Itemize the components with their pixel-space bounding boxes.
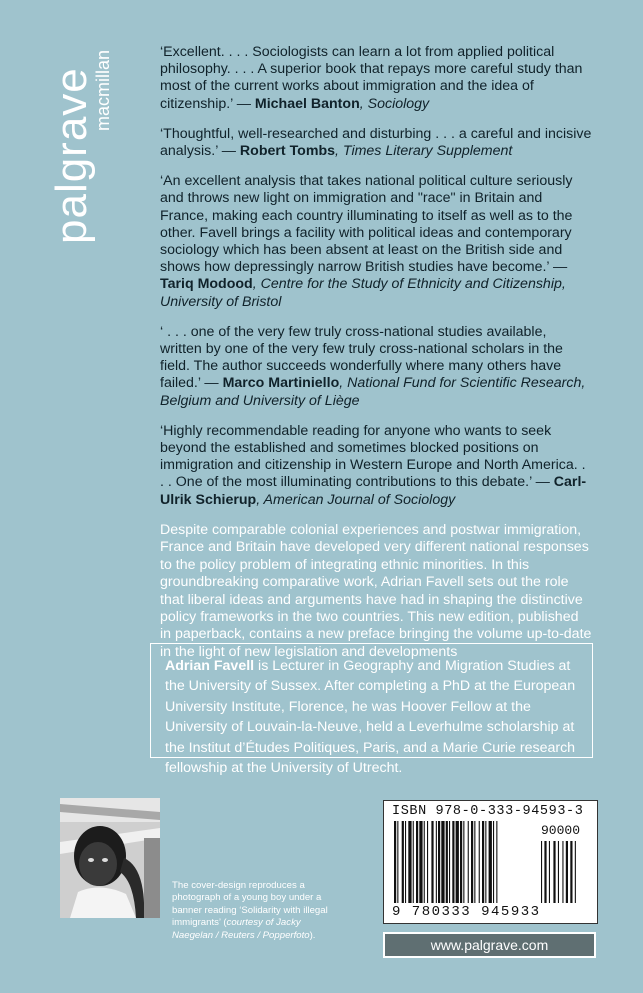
barcode-bar xyxy=(468,821,469,903)
barcode-bar xyxy=(441,821,444,903)
addon-bar xyxy=(570,841,572,903)
publisher-logo xyxy=(47,44,113,244)
logo-brand: palgrave xyxy=(47,67,96,244)
barcode-bar xyxy=(449,821,450,903)
barcode-bar xyxy=(419,821,422,903)
barcode-bar xyxy=(479,821,480,903)
barcode-bar xyxy=(493,821,494,903)
barcode-number: 9 780333 945933 xyxy=(392,904,541,920)
barcode-bar xyxy=(485,821,486,903)
barcode-bar xyxy=(489,821,492,903)
barcode-bar xyxy=(471,821,473,903)
review-quote-1: ‘Excellent. . . . Sociologists can learn a lot from applied political philosophy. . . . A superior book that repays more careful study than most of the current works about immigration and the idea of citizenship.’ — Michael Banton, Sociology xyxy=(160,44,583,112)
publisher-url[interactable]: www.palgrave.com xyxy=(383,932,596,958)
barcode-bar xyxy=(431,821,433,903)
isbn-label: ISBN 978-0-333-94593-3 xyxy=(392,804,584,819)
review-quote-5: ‘Highly recommendable reading for anyone who wants to seek beyond the established and sometimes blocked positions on immigration and citizenship in Western Europe and North America. . . . One of the most illuminating contributions to this debate.’ — Carl-Ulrik Schierup, American Journal of Sociology xyxy=(160,422,587,508)
barcode-bar xyxy=(460,821,462,903)
quote-author: Marco Martiniello xyxy=(222,375,340,392)
barcode-bar xyxy=(446,821,448,903)
barcode-bar xyxy=(436,821,437,903)
quote-author: Tariq Modood xyxy=(160,276,253,293)
barcode-bar xyxy=(463,821,464,903)
addon-bar xyxy=(562,841,563,903)
barcode-bar xyxy=(405,821,406,903)
isbn-barcode xyxy=(383,800,598,924)
barcode-bar xyxy=(413,821,414,903)
quote-author: Carl-Ulrik Schierup xyxy=(160,474,587,508)
barcode-bar xyxy=(438,821,440,903)
barcode-bar xyxy=(397,821,398,903)
quote-source: , American Journal of Sociology xyxy=(256,491,456,508)
quote-source: , Sociology xyxy=(359,95,430,112)
barcode-bar xyxy=(402,821,404,903)
barcode-bar xyxy=(496,821,497,903)
quote-author: Michael Banton xyxy=(254,95,360,112)
photo-credit: courtesy of Jacky Naegelan / Reuters / Popperfoto xyxy=(172,917,310,941)
quote-source: , Times Literary Supplement xyxy=(335,143,513,160)
author-bio-text: is Lecturer in Geography and Migration Studies at the University of Sussex. After completing a PhD at the European University Institute, Florence, he was Hoover Fellow at the University of Louvain-la-Neuve, held a Leverhulme scholarship at the Institut d’Études Politiques, Paris, and a Marie Curie research fellowship at the University of Utrecht. xyxy=(165,658,576,777)
addon-bar xyxy=(566,841,568,903)
review-quote-3: ‘An excellent analysis that takes national political culture seriously and throws new light on immigration and "race" in Britain and France, making each country illuminating to itself as well as to the other. Favell brings a facility with political ideas and contemporary sociology which has been absent at least on the British side and shows how depressingly narrow British studies have become.’ — Tariq Modood, Centre for the Study of Ethnicity and Citizenship, University of Bristol xyxy=(160,173,573,310)
text-column xyxy=(160,44,592,661)
barcode-bar xyxy=(394,821,396,903)
review-quote-4: ‘ . . . one of the very few truly cross-national studies available, written by one of the very few truly cross-national scholars in the field. The author succeeds wonderfully where many others have failed.’ — Marco Martiniello, National Fund for Scientific Research, Belgium and University of Liège xyxy=(160,323,586,409)
barcode-bar xyxy=(416,821,418,903)
quote-author: Robert Tombs xyxy=(239,143,336,160)
barcode-bar xyxy=(456,821,459,903)
quote-source: , National Fund for Scientific Research, Belgium and University of Liège xyxy=(160,375,586,409)
barcode-bar xyxy=(452,821,454,903)
addon-bar xyxy=(541,841,542,903)
addon-bar xyxy=(544,841,546,903)
price-addon: 90000 xyxy=(541,823,581,838)
photo-caption: The cover-design reproduces a photograph of a young boy under a banner reading ‘Solidarity with illegal immigrants’ (courtesy of Jacky Naegelan / Reuters / Popperfoto). xyxy=(172,880,328,941)
addon-bar xyxy=(549,841,550,903)
quote-source: , Centre for the Study of Ethnicity and Citizenship, University of Bristol xyxy=(160,276,566,310)
addon-bar xyxy=(575,841,576,903)
addon-bar xyxy=(558,841,559,903)
review-quote-2: ‘Thoughtful, well-researched and disturbing . . . a careful and incisive analysis.’ — Robert Tombs, Times Literary Supplement xyxy=(160,125,592,160)
author-bio-box xyxy=(150,643,593,777)
addon-bar xyxy=(553,841,555,903)
logo-sub: macmillan xyxy=(93,50,113,132)
cover-photo xyxy=(60,798,160,918)
barcode-bar xyxy=(482,821,484,903)
barcode-bar xyxy=(424,821,425,903)
barcode-bar xyxy=(427,821,428,903)
author-name: Adrian Favell xyxy=(165,658,255,674)
book-blurb: Despite comparable colonial experiences and postwar immigration, France and Britain have developed very different national responses to the policy problem of integrating ethnic minorities. In this groundbreaking comparative work, Adrian Favell sets out the role that liberal ideas and arguments have had in shaping the distinctive policy frameworks in the two countries. This new edition, published in paperback, contains a new preface bringing the volume up-to-date in the light of new legislation and developments xyxy=(160,521,592,660)
barcode-bar xyxy=(474,821,475,903)
barcode-bar xyxy=(408,821,411,903)
